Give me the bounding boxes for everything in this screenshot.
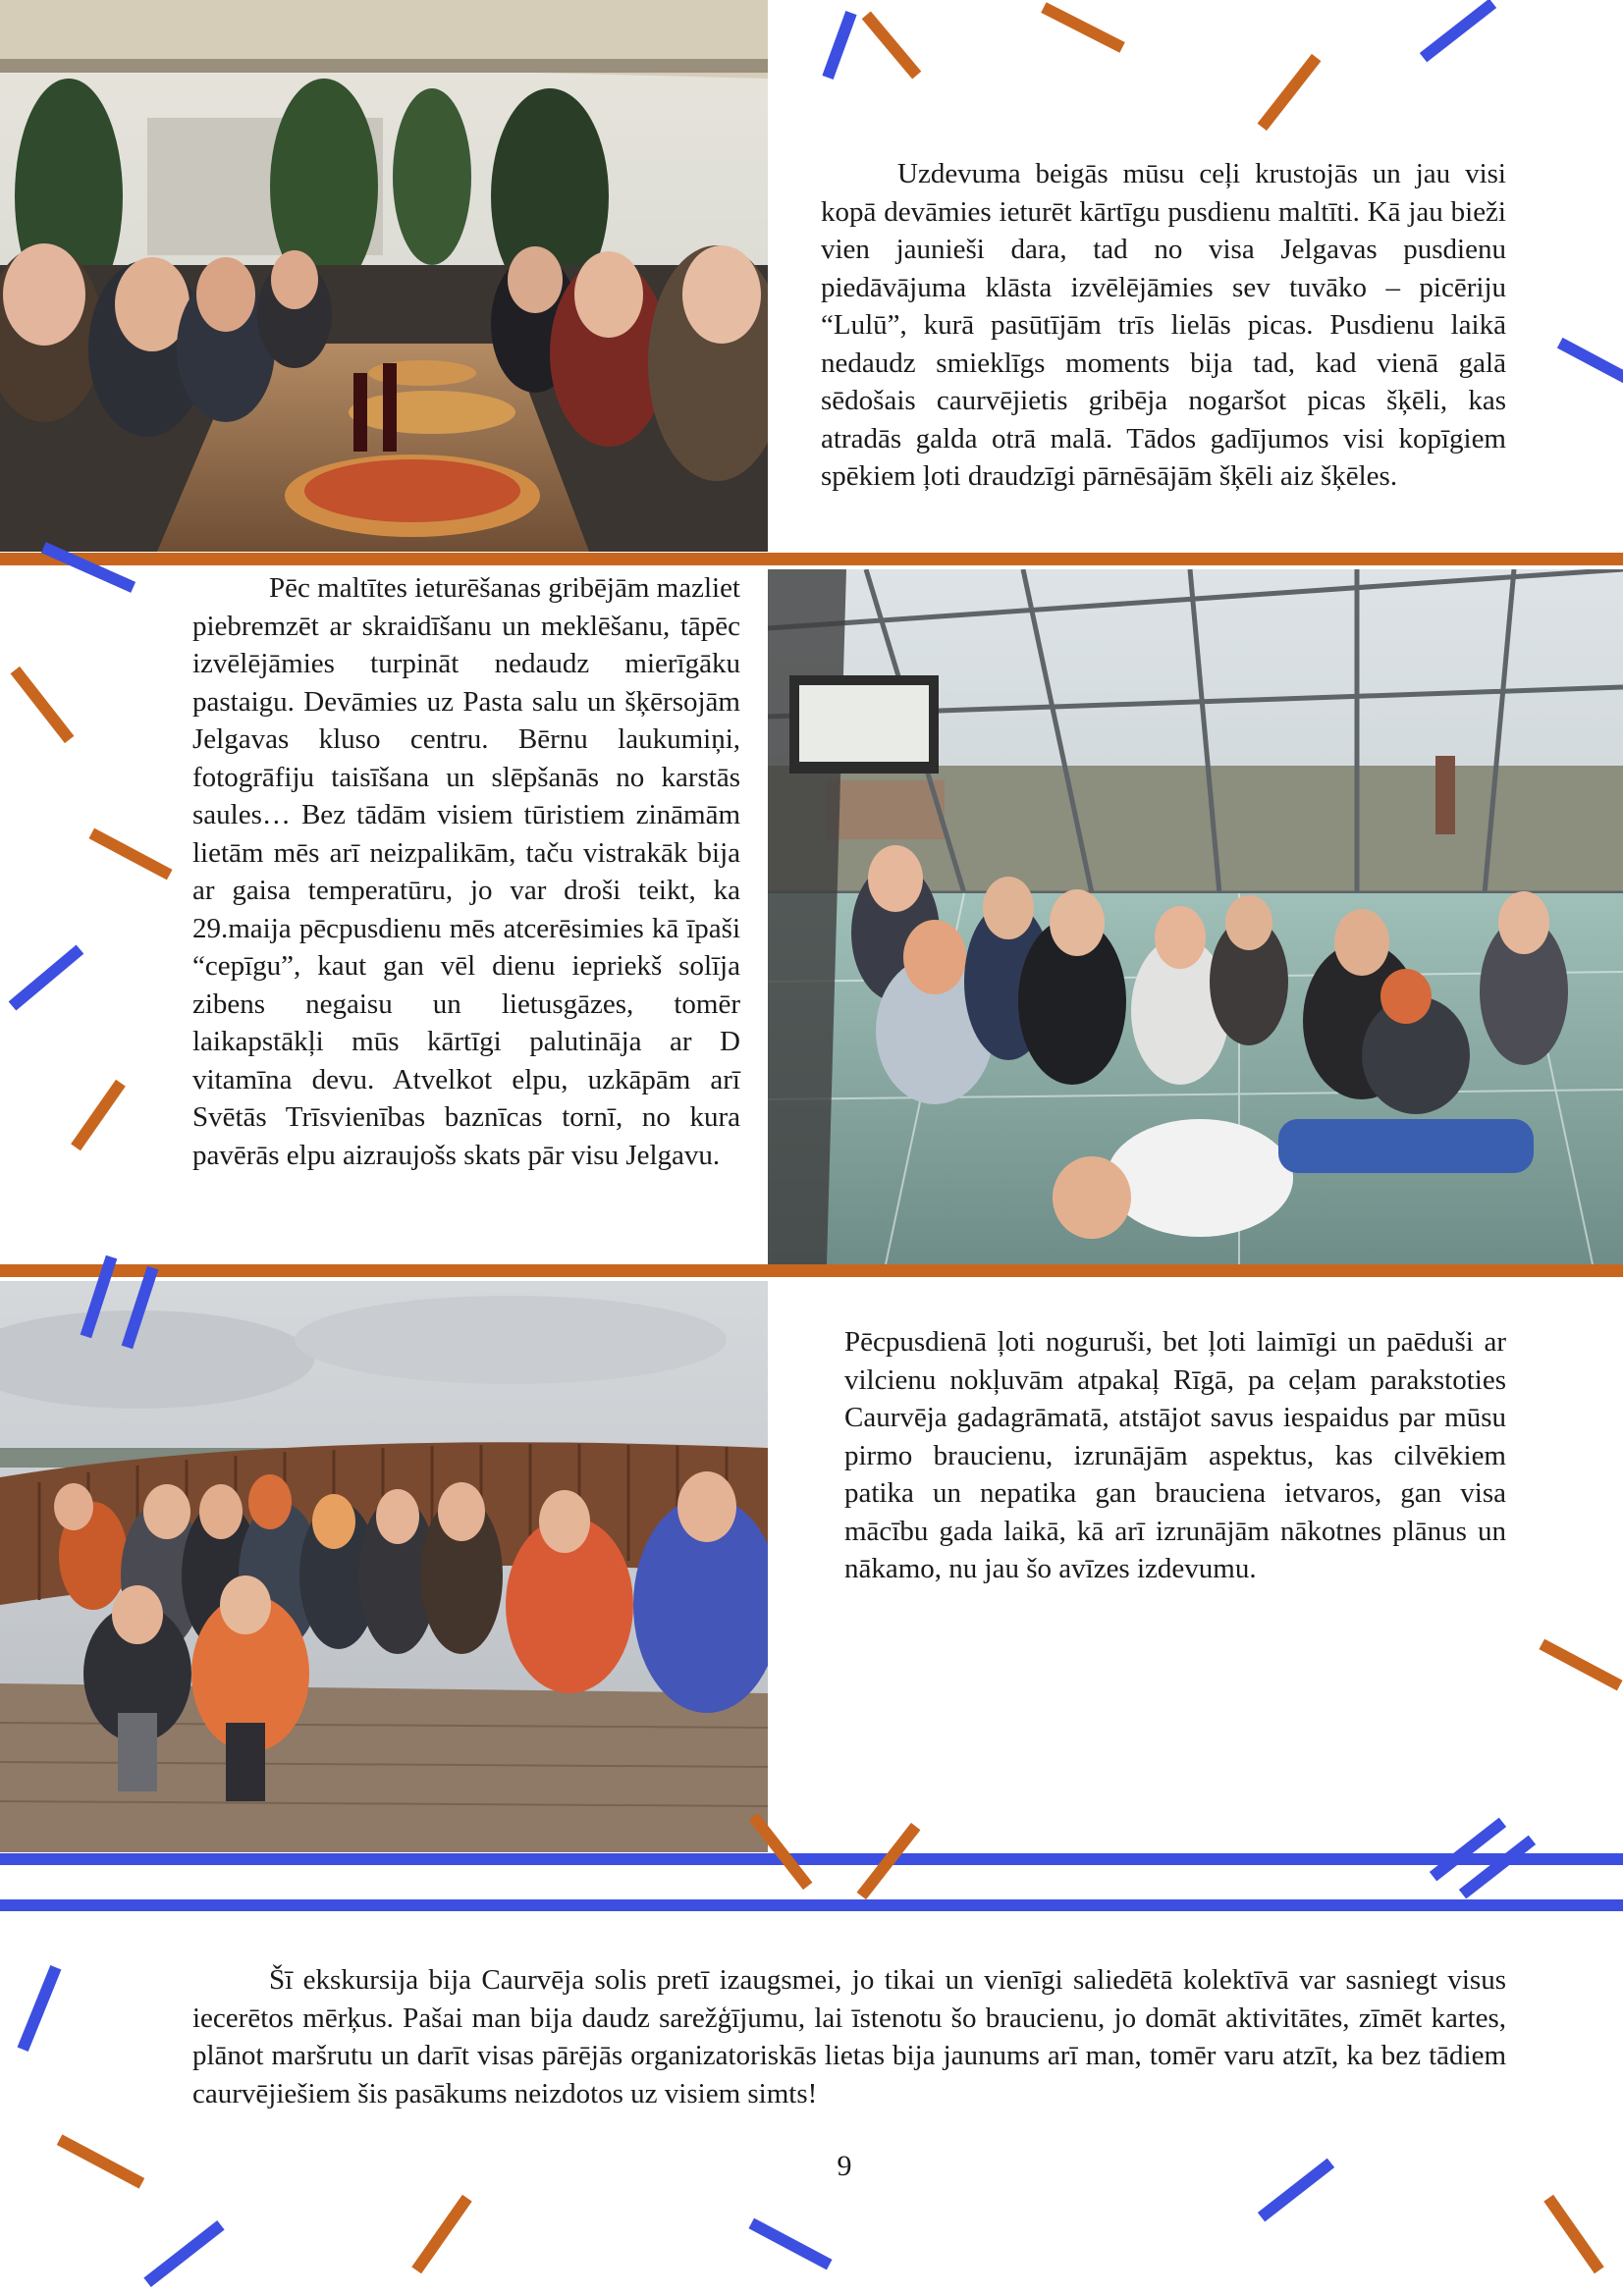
confetti-orange bbox=[862, 12, 922, 80]
confetti-blue bbox=[1557, 338, 1623, 385]
paragraph-lunch: Uzdevuma beigās mūsu ceļi krustojās un jau visi kopā devāmies ieturēt kārtīgu pusdienu maltīti. Kā jau bieži vien jaunieši dara, tad no visa Jelgavas pusdienu piedāvājuma klāsta izvēlējāmies sev tuvāko – picēriju “Lulū”, kurā pasūtījām trīs lielās picas. Pusdienu laikā nedaudz smieklīgs moments bija tad, kad vienā galā sēdošais caurvējietis gribēja nogaršot picas šķēli, kas atradās galda otrā malā. Tādos gadījumos visi kopīgiem spēkiem ļoti draudzīgi pārnēsājām šķēli aiz šķēles. bbox=[821, 158, 1506, 492]
confetti-orange bbox=[1258, 54, 1322, 131]
tower-photo bbox=[768, 569, 1623, 1264]
bridge-photo bbox=[0, 1281, 768, 1852]
confetti-blue bbox=[143, 2220, 224, 2287]
orange-divider-top bbox=[0, 553, 1623, 565]
confetti-orange bbox=[1543, 2195, 1603, 2274]
paragraph-conclusion: Šī ekskursija bija Caurvēja solis pretī izaugsmei, jo tikai un vienīgi saliedētā kolektīvā var sasniegt visus iecerētos mērķus. Pašai man bija daudz sarežģījumu, lai īstenotu šo braucienu, jo domāt aktivitātes, zīmēt kartes, plānot maršrutu un darīt visas pārējās organizatoriskās lietas bija jaunums arī man, tomēr varu atzīt, ka bez tādiem caurvējiešiem šis pasākums neizdotos uz visiem simts! bbox=[192, 1964, 1506, 2109]
confetti-orange bbox=[71, 1080, 126, 1150]
confetti-blue bbox=[9, 944, 84, 1010]
restaurant-photo bbox=[0, 0, 768, 552]
page-number: 9 bbox=[837, 2150, 852, 2182]
paragraph-walk: Pēc maltītes ieturēšanas gribējām mazliet piebremzēt ar skraidīšanu un meklēšanu, tāpēc izvēlējāmies turpināt nedaudz mierīgāku pastaigu. Devāmies uz Pasta salu un šķērsojām Jelgavas kluso centru. Bērnu laukumiņi, fotogrāfiju taisīšana un slēpšanās no karstās saules… Bez tādām visiem tūristiem zināmām lietām mēs arī neizpalikām, taču vistrakāk bija ar gaisa temperatūru, jo var droši teikt, ka 29.maija pēcpusdienu mēs atcerēsimies kā īpaši “cepīgu”, kaut gan vēl dienu iepriekš solīja zibens negaisu un lietusgāzes, tomēr laikapstākļi mūs kārtīgi palutināja ar D vitamīna devu. Atvelkot elpu, uzkāpām arī Svētās Trīsvienības baznīcas tornī, no kura pavērās elpu aizraujošs skats pār visu Jelgavu. bbox=[192, 572, 740, 1171]
confetti-orange bbox=[11, 667, 75, 743]
confetti-blue bbox=[822, 11, 856, 80]
orange-divider-middle bbox=[0, 1264, 1623, 1277]
confetti-blue bbox=[748, 2218, 832, 2270]
confetti-orange bbox=[1041, 2, 1125, 53]
confetti-blue bbox=[18, 1965, 62, 2052]
blue-divider-upper bbox=[0, 1853, 1623, 1865]
confetti-orange bbox=[1539, 1639, 1622, 1691]
confetti-orange bbox=[88, 828, 172, 881]
confetti-orange bbox=[411, 2195, 471, 2274]
blue-divider-lower bbox=[0, 1899, 1623, 1911]
confetti-blue bbox=[1420, 0, 1496, 62]
paragraph-return: Pēcpusdienā ļoti noguruši, bet ļoti laimīgi un paēduši ar vilcienu nokļuvām atpakaļ Rīgā, pa ceļam parakstoties Caurvēja gadagrāmatā, atstājot savus iespaidus par mūsu pirmo braucienu, izrunājām aspektus, kas cilvēkiem patika un nepatika gan brauciena ietvaros, gan visa mācību gada laikā, kā arī izrunājām nākotnes plānus un nākamo, nu jau šo avīzes izdevumu. bbox=[844, 1326, 1506, 1584]
